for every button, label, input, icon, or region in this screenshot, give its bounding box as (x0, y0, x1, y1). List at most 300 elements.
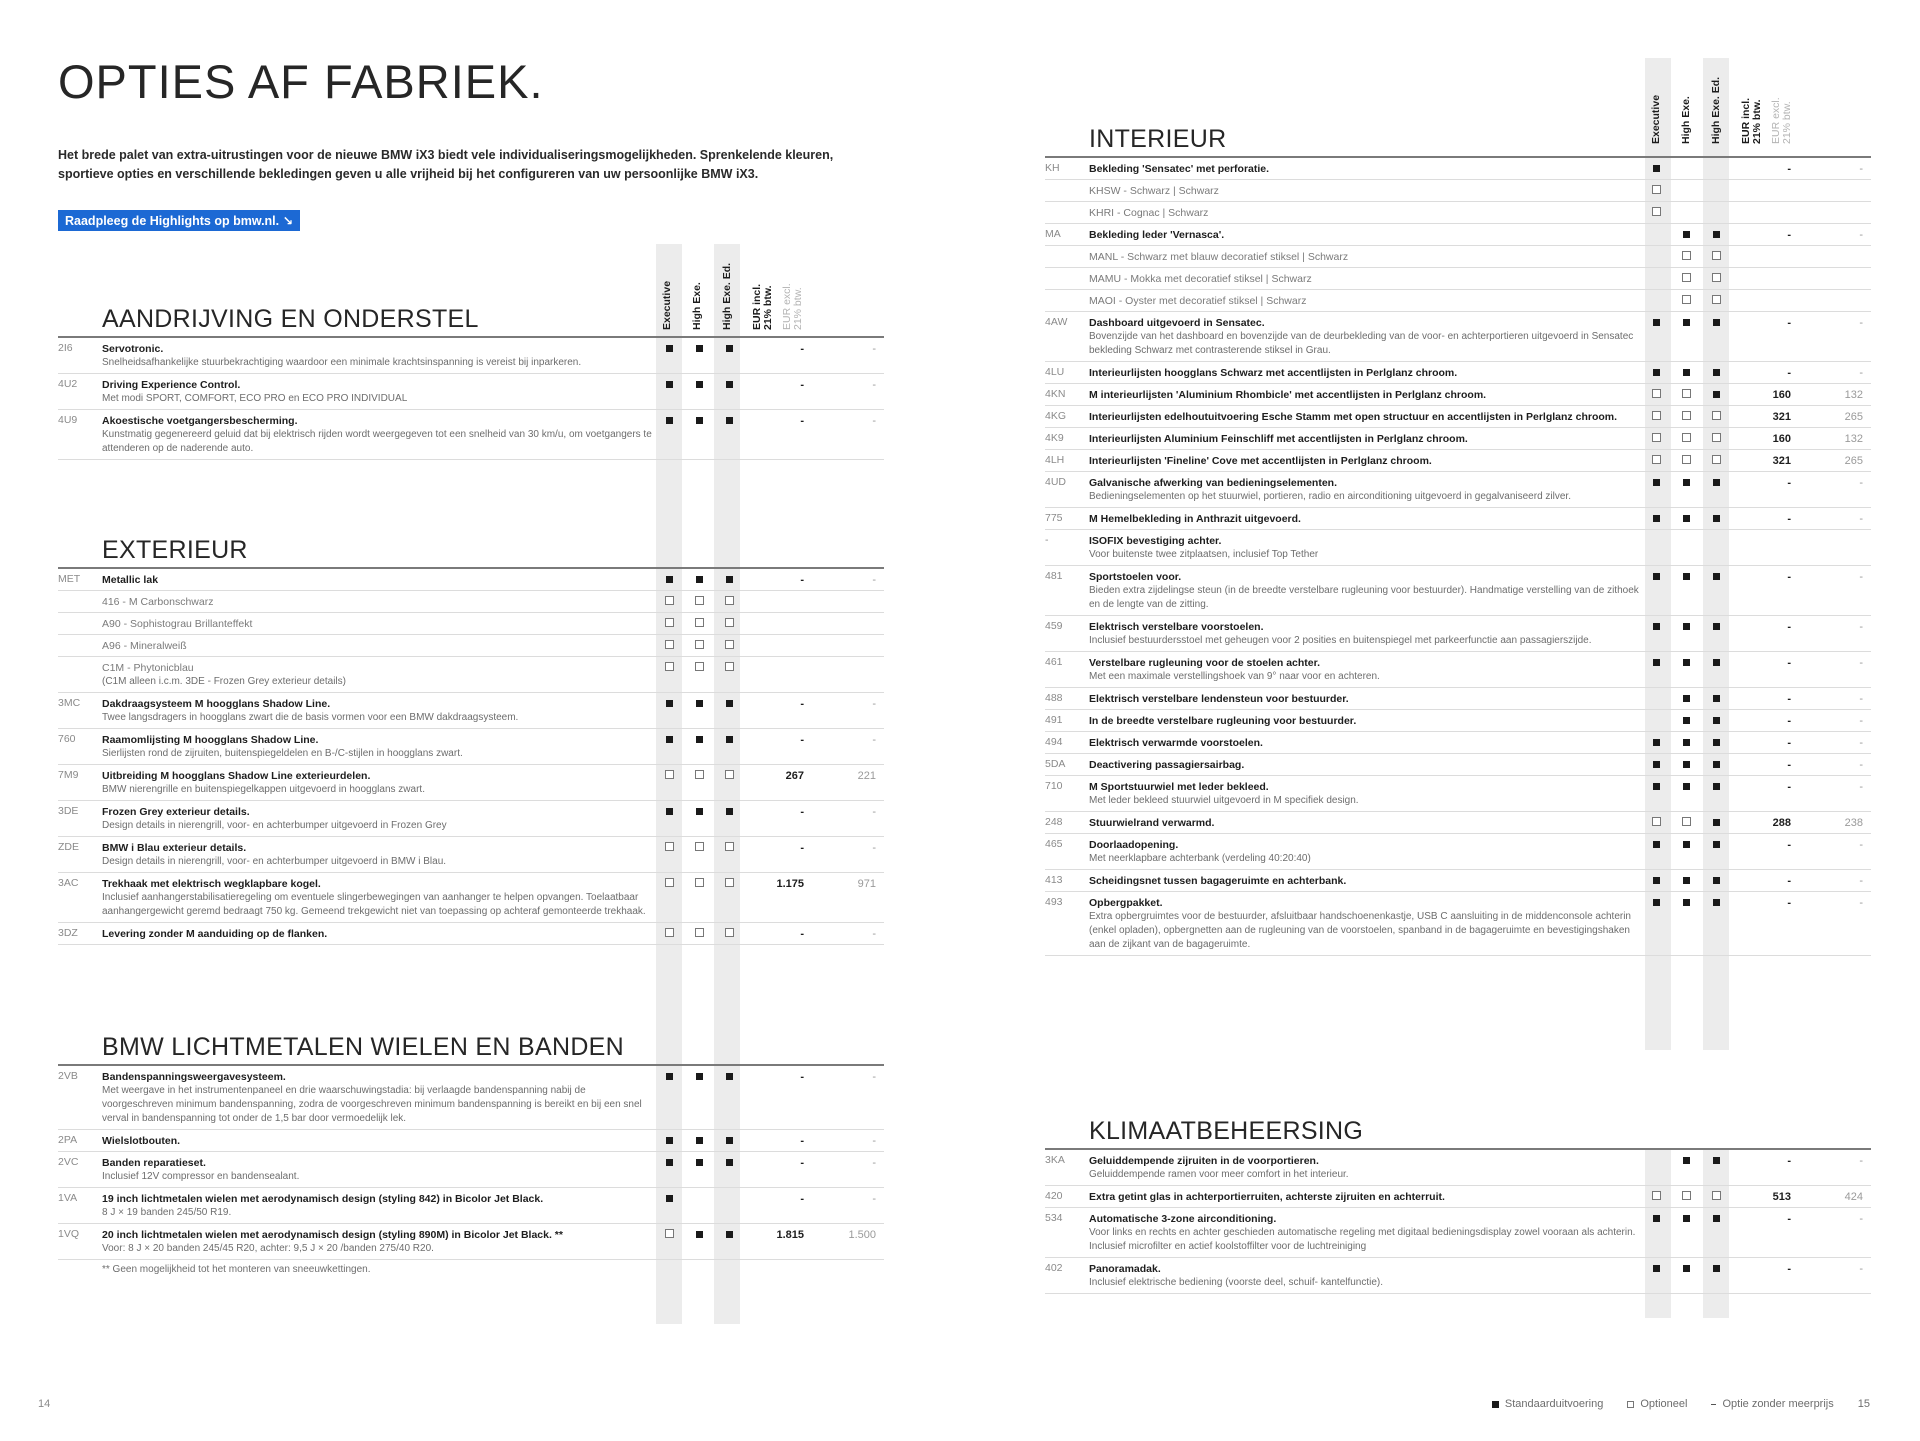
option-description (102, 1066, 654, 1129)
option-description (1089, 1258, 1641, 1293)
optional-square-icon (684, 877, 714, 922)
availability-marks (1641, 362, 1731, 383)
option-subtext: 8 J × 19 banden 245/50 R19. (102, 1207, 232, 1218)
price-excl: 238 (1844, 817, 1863, 829)
option-code: 465 (1045, 838, 1063, 850)
option-row (1045, 1208, 1871, 1258)
option-description (102, 1224, 654, 1259)
option-description (102, 765, 654, 800)
option-description (1089, 180, 1641, 201)
optional-square-icon (1671, 816, 1701, 833)
option-subtext: Met een maximale verstellingshoek van 9° naar voor en achteren. (1089, 671, 1380, 682)
price-incl: - (800, 928, 804, 940)
option-description (1089, 428, 1641, 449)
option-code: 5DA (1045, 758, 1066, 770)
option-row (1045, 224, 1871, 246)
standard-square-icon (1701, 656, 1731, 687)
option-row (58, 1066, 884, 1130)
availability-marks (1641, 710, 1731, 731)
option-subtext: Sierlijsten rond de zijruiten, buitenspiegeldelen en B-/C-stijlen in hoogglans zwart. (102, 748, 463, 759)
option-code: 4KG (1045, 410, 1067, 422)
price-excl: - (1859, 657, 1863, 669)
price-incl: - (1787, 715, 1791, 727)
price-incl: - (800, 415, 804, 427)
option-row (1045, 1258, 1871, 1294)
price-incl: 160 (1772, 433, 1791, 445)
option-description (1089, 776, 1641, 811)
option-code: KH (1045, 162, 1060, 174)
legend (1492, 1398, 1870, 1410)
option-subtext: Met leder bekleed stuurwiel uitgevoerd in M specifiek design. (1089, 795, 1359, 806)
price-excl: - (872, 698, 876, 710)
optional-square-icon (1701, 272, 1731, 289)
availability-marks (1641, 158, 1731, 179)
optional-square-icon (684, 639, 714, 656)
standard-square-icon (684, 733, 714, 764)
option-subtext: BMW nierengrille en buitenspiegelkappen uitgevoerd in hoogglans zwart. (102, 784, 425, 795)
price-excl (1803, 530, 1875, 565)
option-description (102, 801, 654, 836)
option-title: Interieurlijsten 'Fineline' Cove met accentlijsten in Perlglanz chroom. (1089, 455, 1432, 467)
standard-square-icon (1701, 1262, 1731, 1293)
standard-square-icon (1671, 512, 1701, 529)
option-subtext: (C1M alleen i.c.m. 3DE - Frozen Grey exterieur details) (102, 676, 346, 687)
availability-marks (1641, 268, 1731, 289)
price-excl: 221 (857, 770, 876, 782)
empty-mark (1641, 1154, 1671, 1185)
empty-mark (1641, 250, 1671, 267)
option-description (102, 338, 654, 373)
standard-square-icon (1641, 838, 1671, 869)
option-code (58, 613, 102, 634)
standard-square-icon (714, 1228, 744, 1259)
optional-square-icon (684, 769, 714, 800)
standard-square-icon (684, 1070, 714, 1129)
option-code: 4UD (1045, 476, 1067, 488)
section-title: INTERIEUR (1089, 125, 1227, 153)
legend-optional: Optioneel (1627, 1398, 1687, 1410)
option-row (1045, 652, 1871, 688)
option-title: 19 inch lichtmetalen wielen met aerodynamisch design (styling 842) in Bicolor Jet Black. (102, 1193, 544, 1205)
option-code: 2I6 (58, 342, 73, 354)
option-row (58, 1152, 884, 1188)
availability-marks (1641, 616, 1731, 651)
availability-marks (654, 923, 744, 944)
price-excl: 971 (857, 878, 876, 890)
price-incl: 513 (1772, 1191, 1791, 1203)
option-row (1045, 472, 1871, 508)
section-title: EXTERIEUR (102, 536, 248, 564)
option-row (1045, 384, 1871, 406)
price-incl: 267 (785, 770, 804, 782)
option-row (1045, 616, 1871, 652)
price-excl (1803, 202, 1875, 223)
option-title: 416 - M Carbonschwarz (102, 596, 214, 608)
standard-square-icon (654, 1134, 684, 1151)
option-description (102, 569, 654, 590)
price-excl: - (872, 842, 876, 854)
standard-square-icon (684, 1134, 714, 1151)
availability-marks (1641, 892, 1731, 955)
price-excl: - (1859, 693, 1863, 705)
price-excl (816, 613, 888, 634)
option-row (1045, 1186, 1871, 1208)
standard-square-icon (684, 573, 714, 590)
option-title: Interieurlijsten Aluminium Feinschliff met accentlijsten in Perlglanz chroom. (1089, 433, 1468, 445)
option-title: Frozen Grey exterieur details. (102, 806, 250, 818)
optional-square-icon (1671, 454, 1701, 471)
optional-square-icon (684, 927, 714, 944)
price-incl: - (1787, 897, 1791, 909)
option-title: Geluiddempende zijruiten in de voorportieren. (1089, 1155, 1319, 1167)
col-high-exe: High Exe. (691, 282, 703, 330)
availability-marks (654, 837, 744, 872)
option-row (58, 801, 884, 837)
standard-square-icon (1701, 1154, 1731, 1185)
price-incl (1731, 246, 1803, 267)
price-incl (1731, 530, 1803, 565)
availability-marks (1641, 870, 1731, 891)
section-exterieur (58, 533, 884, 945)
standard-square-icon (714, 1156, 744, 1187)
option-title: Deactivering passagiersairbag. (1089, 759, 1245, 771)
option-row (58, 613, 884, 635)
price-excl: - (872, 379, 876, 391)
option-row (1045, 202, 1871, 224)
standard-square-icon (1641, 570, 1671, 615)
col-high-exe: High Exe. (1680, 96, 1692, 144)
option-description (1089, 268, 1641, 289)
col-executive: Executive (661, 280, 673, 330)
standard-square-icon (1492, 1401, 1499, 1408)
standard-square-icon (684, 805, 714, 836)
option-subtext: Extra opbergruimtes voor de bestuurder, afsluitbaar handschoenenkastje, USB C aansluiting in de middenconsole achterin (enkel opladen), opbergnetten aan de rugleuning van de voorstoelen, spanband in de bagageruimte en bevestigingshaken aan de zijkant van de bagageruimte. (1089, 911, 1631, 950)
option-subtext: Voor links en rechts en achter geschieden automatische regeling met digitaal bedieningsdisplay zowel vooraan als achterin. Inclusief microfilter en actief koolstoffilter voor de luchtreiniging (1089, 1227, 1636, 1252)
option-row (1045, 158, 1871, 180)
price-excl: - (872, 734, 876, 746)
option-title: Dashboard uitgevoerd in Sensatec. (1089, 317, 1265, 329)
highlights-link[interactable]: Raadpleeg de Highlights op bmw.nl. ↘ (58, 210, 300, 231)
optional-square-icon (1641, 432, 1671, 449)
option-title: Trekhaak met elektrisch wegklapbare kogel. (102, 878, 321, 890)
price-incl (1731, 290, 1803, 311)
standard-square-icon (1641, 896, 1671, 955)
standard-square-icon (1641, 316, 1671, 361)
option-code (58, 657, 102, 692)
standard-square-icon (654, 697, 684, 728)
option-row (58, 635, 884, 657)
standard-square-icon (1671, 476, 1701, 507)
option-description (1089, 406, 1641, 427)
availability-marks (1641, 834, 1731, 869)
price-excl: 424 (1844, 1191, 1863, 1203)
empty-mark (1671, 184, 1701, 201)
optional-square-icon (714, 661, 744, 692)
optional-square-icon (1641, 410, 1671, 427)
footnote: ** Geen mogelijkheid tot het monteren van sneeuwkettingen. (102, 1264, 371, 1275)
availability-marks (654, 569, 744, 590)
price-incl: 321 (1772, 411, 1791, 423)
option-title: A96 - Mineralweiß (102, 640, 187, 652)
availability-marks (1641, 450, 1731, 471)
option-title: KHRI - Cognac | Schwarz (1089, 207, 1209, 219)
option-description (1089, 754, 1641, 775)
option-subtext: Kunstmatig gegenereerd geluid dat bij elektrisch rijden wordt weergegeven tot een snelheid van 30 km/u, om voetgangers te attenderen op de naderende auto. (102, 429, 652, 454)
price-incl: - (800, 842, 804, 854)
price-incl (744, 635, 816, 656)
price-incl: - (1787, 839, 1791, 851)
optional-square-icon (654, 1228, 684, 1259)
option-description (1089, 202, 1641, 223)
optional-square-icon (714, 877, 744, 922)
option-code: 413 (1045, 874, 1063, 886)
option-code: 402 (1045, 1262, 1063, 1274)
availability-marks (654, 410, 744, 459)
availability-marks (1641, 428, 1731, 449)
standard-square-icon (1641, 656, 1671, 687)
standard-square-icon (1641, 874, 1671, 891)
option-row (58, 693, 884, 729)
option-description (102, 657, 654, 692)
option-row (58, 591, 884, 613)
option-subtext: Bovenzijde van het dashboard en bovenzijde van de deurbekleding van de voor- en achterportieren uitgevoerd in Sensatec bekleding Schwarz met contrasterende stiksel in Grau. (1089, 331, 1634, 356)
price-incl (744, 613, 816, 634)
optional-square-icon (1641, 388, 1671, 405)
option-code: 4AW (1045, 316, 1068, 328)
price-incl: - (1787, 317, 1791, 329)
standard-square-icon (684, 342, 714, 373)
availability-marks (1641, 202, 1731, 223)
price-incl: - (1787, 1155, 1791, 1167)
standard-square-icon (684, 378, 714, 409)
standard-square-icon (1671, 714, 1701, 731)
price-incl (1731, 202, 1803, 223)
price-excl (816, 635, 888, 656)
optional-square-icon (654, 595, 684, 612)
option-title: Servotronic. (102, 343, 164, 355)
price-excl: 132 (1844, 389, 1863, 401)
availability-marks (1641, 246, 1731, 267)
availability-marks (654, 765, 744, 800)
section-aandrijving (58, 302, 884, 460)
price-incl: 288 (1772, 817, 1791, 829)
empty-mark (1671, 206, 1701, 223)
price-incl: - (1787, 513, 1791, 525)
option-subtext: Met weergave in het instrumentenpaneel en drie waarschuwingstadia: bij verlaagde bandenspanning nabij de voorgeschreven minimum bandenspanning, zodra de voorgeschreven minimum bandenspanning is bereikt en bij een snel verval in bandenspanning tot onder de 1,5 bar door vermoedelijk lek. (102, 1085, 642, 1124)
availability-marks (654, 1152, 744, 1187)
option-row (1045, 450, 1871, 472)
option-description (1089, 246, 1641, 267)
option-code: 2VC (58, 1156, 79, 1168)
option-title: M interieurlijsten 'Aluminium Rhombicle' met accentlijsten in Perlglanz chroom. (1089, 389, 1487, 401)
standard-square-icon (1701, 874, 1731, 891)
option-subtext: Geluiddempende ramen voor meer comfort in het interieur. (1089, 1169, 1349, 1180)
option-subtext: Snelheidsafhankelijke stuurbekrachtiging waardoor een minimale krachtsinspanning is vereist bij inparkeren. (102, 357, 582, 368)
price-excl: - (1859, 163, 1863, 175)
option-title: 20 inch lichtmetalen wielen met aerodynamisch design (styling 890M) in Bicolor Jet Black. ** (102, 1229, 563, 1241)
optional-square-icon (654, 841, 684, 872)
optional-square-icon (684, 841, 714, 872)
option-description (102, 1188, 654, 1223)
standard-square-icon (1671, 736, 1701, 753)
option-row (58, 1188, 884, 1224)
option-row (58, 338, 884, 374)
option-code: 2PA (58, 1134, 78, 1146)
option-title: A90 - Sophistograu Brillanteffekt (102, 618, 253, 630)
option-description (1089, 290, 1641, 311)
price-excl: - (872, 1193, 876, 1205)
option-title: Wielslotbouten. (102, 1135, 181, 1147)
col-eur-excl: EUR excl. 21% btw. (781, 283, 804, 330)
option-description (1089, 616, 1641, 651)
standard-square-icon (1671, 896, 1701, 955)
availability-marks (1641, 384, 1731, 405)
availability-marks (1641, 776, 1731, 811)
price-excl: - (1859, 229, 1863, 241)
dash-icon (1711, 1404, 1716, 1405)
price-incl: - (1787, 1263, 1791, 1275)
price-incl: - (1787, 621, 1791, 633)
standard-square-icon (1701, 838, 1731, 869)
option-row (1045, 776, 1871, 812)
price-incl: 1.815 (776, 1229, 804, 1241)
option-title: Bekleding leder 'Vernasca'. (1089, 229, 1225, 241)
availability-marks (1641, 406, 1731, 427)
option-subtext: Met neerklapbare achterbank (verdeling 40:20:40) (1089, 853, 1311, 864)
option-description (102, 837, 654, 872)
option-description (1089, 1150, 1641, 1185)
option-title: C1M - Phytonicblau (102, 662, 194, 674)
price-incl: - (1787, 657, 1791, 669)
standard-square-icon (1671, 1154, 1701, 1185)
col-high-exe-ed: High Exe. Ed. (721, 262, 733, 330)
option-subtext: Bieden extra zijdelingse steun (in de breedte verstelbare rugleuning voor bestuurder). Handmatige verstelling van de zithoek en de lengte van de zitting. (1089, 585, 1639, 610)
option-subtext: Design details in nierengrill, voor- en achterbumper uitgevoerd in Frozen Grey (102, 820, 447, 831)
price-incl: - (800, 343, 804, 355)
option-code (58, 591, 102, 612)
option-row (58, 569, 884, 591)
availability-marks (1641, 1258, 1731, 1293)
option-code: 7M9 (58, 769, 79, 781)
option-title: MAMU - Mokka met decoratief stiksel | Schwarz (1089, 273, 1312, 285)
option-title: Levering zonder M aanduiding op de flanken. (102, 928, 328, 940)
option-code: ZDE (58, 841, 79, 853)
price-excl: - (1859, 715, 1863, 727)
option-subtext: Voor: 8 J × 20 banden 245/45 R20, achter: 9,5 J × 20 /banden 275/40 R20. (102, 1243, 434, 1254)
option-code: 481 (1045, 570, 1063, 582)
standard-square-icon (714, 697, 744, 728)
price-incl (1731, 268, 1803, 289)
availability-marks (654, 374, 744, 409)
option-row (1045, 892, 1871, 956)
standard-square-icon (1641, 780, 1671, 811)
empty-mark (1701, 534, 1731, 565)
availability-marks (1641, 1186, 1731, 1207)
availability-marks (1641, 812, 1731, 833)
option-description (1089, 834, 1641, 869)
standard-square-icon (1701, 388, 1731, 405)
option-description (102, 410, 654, 459)
option-title: In de breedte verstelbare rugleuning voor bestuurder. (1089, 715, 1357, 727)
option-code: 4KN (1045, 388, 1066, 400)
standard-square-icon (1701, 816, 1731, 833)
optional-square-icon (1671, 410, 1701, 427)
price-excl: - (1859, 759, 1863, 771)
option-subtext: Inclusief bestuurdersstoel met geheugen voor 2 posities en buitenspiegel met parkeerfunctie aan passagierszijde. (1089, 635, 1592, 646)
standard-square-icon (654, 414, 684, 459)
standard-square-icon (654, 342, 684, 373)
option-row (58, 873, 884, 923)
option-description (1089, 812, 1641, 833)
price-excl: 265 (1844, 411, 1863, 423)
option-title: Bandenspanningsweergavesysteem. (102, 1071, 286, 1083)
option-row (58, 923, 884, 945)
standard-square-icon (684, 414, 714, 459)
option-description (1089, 732, 1641, 753)
option-code: 4LH (1045, 454, 1065, 466)
standard-square-icon (714, 414, 744, 459)
availability-marks (1641, 530, 1731, 565)
option-subtext: Inclusief 12V compressor en bandensealant. (102, 1171, 300, 1182)
price-excl: - (1859, 477, 1863, 489)
option-description (102, 923, 654, 944)
price-incl: - (800, 734, 804, 746)
option-code (1045, 246, 1089, 267)
option-row (1045, 732, 1871, 754)
optional-square-icon (1641, 184, 1671, 201)
option-subtext: Twee langsdragers in hoogglans zwart die de basis vormen voor een BMW dakdraagsysteem. (102, 712, 519, 723)
option-row (1045, 428, 1871, 450)
standard-square-icon (684, 1156, 714, 1187)
optional-square-icon (1701, 1190, 1731, 1207)
option-code: 248 (1045, 816, 1063, 828)
option-row (1045, 290, 1871, 312)
price-excl: - (1859, 1263, 1863, 1275)
option-description (1089, 1186, 1641, 1207)
standard-square-icon (1701, 620, 1731, 651)
option-code: 491 (1045, 714, 1063, 726)
option-title: Bekleding 'Sensatec' met perforatie. (1089, 163, 1270, 175)
page-title: OPTIES AF FABRIEK. (58, 55, 544, 108)
price-excl: - (872, 343, 876, 355)
optional-square-icon (684, 617, 714, 634)
availability-marks (1641, 290, 1731, 311)
price-incl: - (1787, 737, 1791, 749)
option-description (102, 374, 654, 409)
option-code: MET (58, 573, 81, 585)
option-row (1045, 812, 1871, 834)
option-title: Elektrisch verstelbare voorstoelen. (1089, 621, 1264, 633)
option-description (1089, 450, 1641, 471)
legend-standard: Standaarduitvoering (1492, 1398, 1603, 1410)
optional-square-icon (1701, 250, 1731, 267)
option-row (58, 657, 884, 693)
price-excl: - (872, 574, 876, 586)
option-row (58, 765, 884, 801)
price-excl: - (1859, 781, 1863, 793)
empty-mark (684, 1192, 714, 1223)
standard-square-icon (714, 733, 744, 764)
price-incl: - (800, 1157, 804, 1169)
price-incl: - (1787, 367, 1791, 379)
price-incl: - (800, 1135, 804, 1147)
price-excl (1803, 268, 1875, 289)
optional-square-icon (654, 617, 684, 634)
price-excl: - (872, 1071, 876, 1083)
standard-square-icon (1671, 620, 1701, 651)
col-eur-incl: EUR incl. 21% btw. (1740, 97, 1763, 144)
optional-square-icon (714, 927, 744, 944)
